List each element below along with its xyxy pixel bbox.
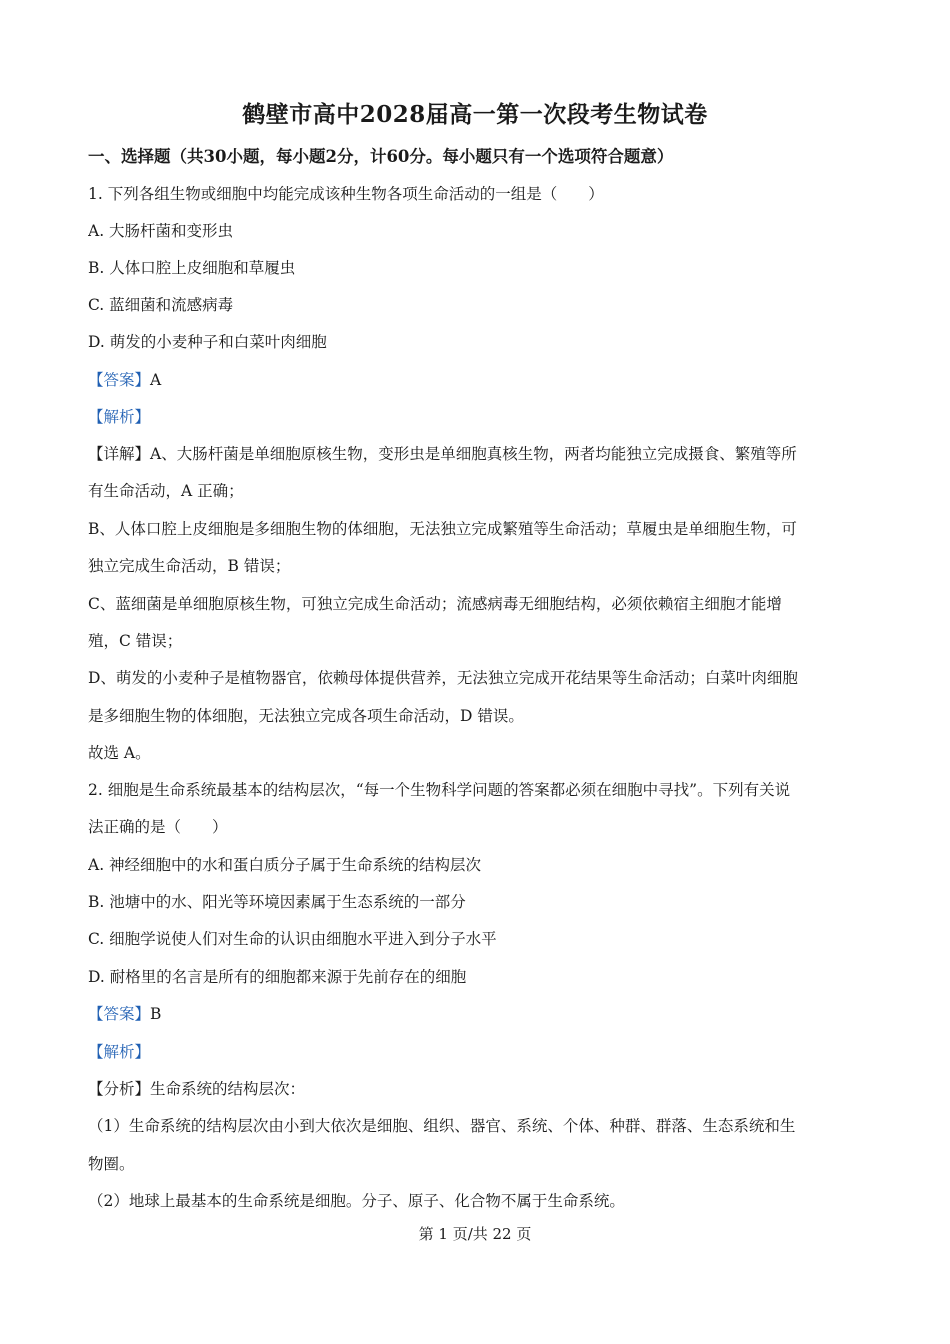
detail-text: A、大肠杆菌是单细胞原核生物，变形虫是单细胞真核生物，两者均能独立完成摄食、繁殖等所 [150,445,797,463]
q2-fenxi-line [88,1078,858,1100]
detail-tag: 【详解】 [88,445,151,463]
q1-detail-line: 殖，C 错误； [88,632,183,650]
q1-option-b: B. 人体口腔上皮细胞和草履虫 [88,259,296,277]
page-footer: 第 1 页/共 22 页 [418,1225,532,1243]
q1-conclusion: 故选 A。 [88,744,151,762]
q2-stem: 2. 细胞是生命系统最基本的结构层次，“每一个生物科学问题的答案都必须在细胞中寻找”。下列有关说 [88,781,791,799]
answer-tag: 【答案】 [88,371,151,389]
q1-detail-line: 是多细胞生物的体细胞，无法独立完成各项生命活动，D 错误。 [88,707,524,725]
section-heading: 一、选择题（共30小题，每小题2分，计60分。每小题只有一个选项符合题意） [88,147,674,166]
q2-detail-line: （2）地球上最基本的生命系统是细胞。分子、原子、化合物不属于生命系统。 [88,1192,625,1210]
q2-option-a: A. 神经细胞中的水和蛋白质分子属于生命系统的结构层次 [88,856,482,874]
q1-option-c: C. 蓝细菌和流感病毒 [88,296,234,314]
q2-detail-line: 物圈。 [88,1155,135,1173]
answer-tag: 【答案】 [88,1005,151,1023]
q2-detail-line: （1）生命系统的结构层次由小到大依次是细胞、组织、器官、系统、个体、种群、群落、生态系统和生 [88,1117,796,1135]
q1-detail-line: B、人体口腔上皮细胞是多细胞生物的体细胞，无法独立完成繁殖等生命活动；草履虫是单细胞生物，可 [88,520,797,538]
q1-stem: 1. 下列各组生物或细胞中均能完成该种生物各项生命活动的一组是（ ） [88,185,604,203]
q1-option-a: A. 大肠杆菌和变形虫 [88,222,234,240]
q2-answer [88,1003,858,1025]
q1-detail-line: D、萌发的小麦种子是植物器官，依赖母体提供营养，无法独立完成开花结果等生命活动；白菜叶肉细胞 [88,669,798,687]
fenxi-tag: 【分析】 [88,1080,151,1098]
q2-option-b: B. 池塘中的水、阳光等环境因素属于生态系统的一部分 [88,893,466,911]
page-title: 鹤壁市高中2028届高一第一次段考生物试卷 [242,101,708,128]
q1-detail-line: C、蓝细菌是单细胞原核生物，可独立完成生命活动；流感病毒无细胞结构，必须依赖宿主细胞才能增 [88,595,782,613]
answer-value: B [150,1005,162,1023]
q1-answer [88,369,858,391]
q2-option-d: D. 耐格里的名言是所有的细胞都来源于先前存在的细胞 [88,968,467,986]
q1-option-d: D. 萌发的小麦种子和白菜叶肉细胞 [88,333,327,351]
q1-detail-line: 独立完成生命活动，B 错误； [88,557,291,575]
q1-analysis-tag: 【解析】 [88,408,151,426]
answer-value: A [150,371,162,389]
q2-option-c: C. 细胞学说使人们对生命的认识由细胞水平进入到分子水平 [88,930,497,948]
q2-stem: 法正确的是（ ） [88,818,228,836]
q2-analysis-tag: 【解析】 [88,1043,151,1061]
q1-detail-line: 有生命活动，A 正确； [88,482,244,500]
q1-detail-line [88,443,858,465]
fenxi-text: 生命系统的结构层次： [150,1080,306,1098]
